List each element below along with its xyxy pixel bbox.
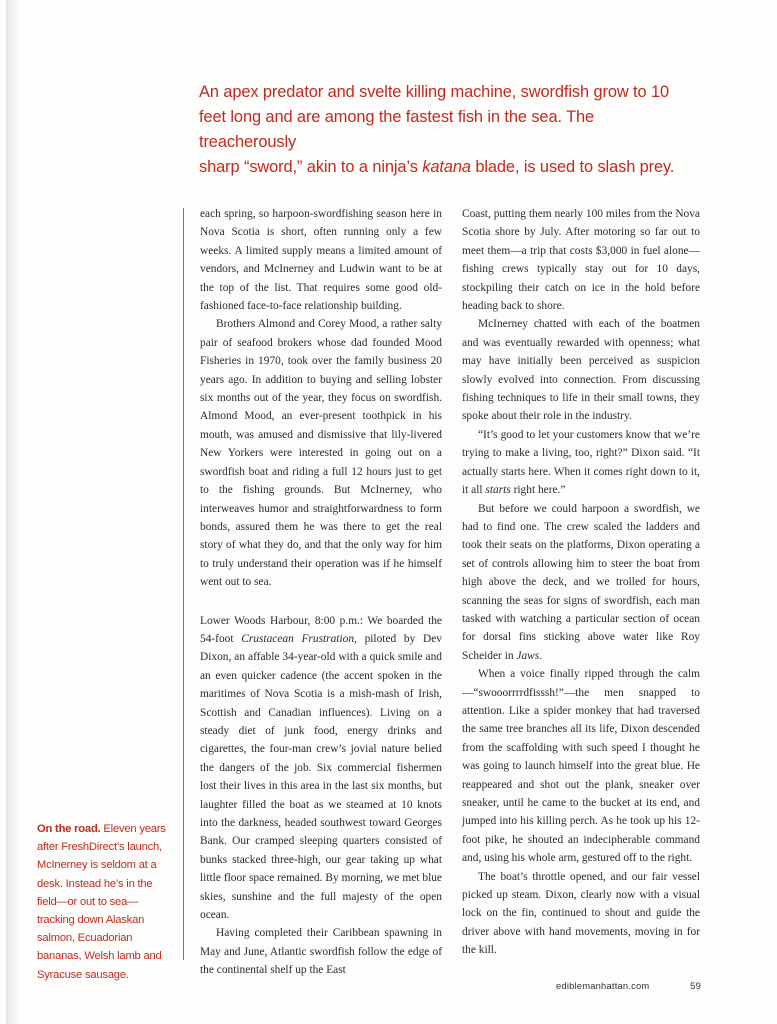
film-title: Jaws bbox=[516, 649, 540, 662]
sidebar-caption bbox=[37, 820, 167, 984]
paragraph-text: Lower Woods Harbour, 8:00 p.m.: We boarded the 54-foot bbox=[200, 614, 442, 645]
footer-site: ediblemanhattan.com bbox=[556, 980, 650, 991]
paragraph-text: “It’s good to let your customers know that we’re trying to make a living, too, right?” Dixon said. “It actually starts here. When it comes right down to it, it all bbox=[462, 428, 700, 497]
emphasis: starts bbox=[485, 484, 511, 497]
pull-quote-line bbox=[199, 155, 679, 180]
caption-divider bbox=[183, 208, 184, 960]
pull-quote-line: feet long and are among the fastest fish in the sea. The treacherously bbox=[199, 108, 595, 151]
paragraph: Coast, putting them nearly 100 miles from the Nova Scotia shore by July. After motoring so far out to meet them—a trip that costs $3,000 in fuel alone—fishing crews typically stay out for 10 days, stockpiling their catch on ice in the hold before heading back to shore. bbox=[462, 208, 700, 313]
article-column-right bbox=[462, 205, 700, 960]
pull-quote bbox=[199, 80, 679, 180]
paragraph: The boat’s throttle opened, and our fair vessel picked up steam. Dixon, clearly now with a visual lock on the fin, continued to shout and guide the driver above with hand movements, moving in for the kill. bbox=[462, 870, 700, 957]
paragraph: When a voice finally ripped through the calm—“swooorrrrdfisssh!”—the men snapped to attention. Like a spider monkey that had traversed the same tree branches all its life, Dixon descended from the scaffolding with such speed I thought he was going to launch himself into the great blue. He reappeared and shot out the plank, sneaker over sneaker, until he came to the bucket at its end, and jumped into his killing perch. As he took up his 12-foot pike, he shouted an indecipherable command and, using his whole arm, gestured off to the right. bbox=[462, 668, 700, 865]
article-column-left bbox=[200, 205, 442, 980]
paragraph: Brothers Almond and Corey Mood, a rather salty pair of seafood brokers whose dad founded Mood Fisheries in 1970, took over the family business 20 years ago. In addition to buying and selling lobster six months out of the year, they focus on swordfish. Almond Mood, an ever-present toothpick in his mouth, was amused and dismissive that lily-livered New Yorkers were interested in going out on a swordfish boat and riding a full 12 hours just to get to the fishing grounds. But McInerney, who interweaves humor and straightforwardness to form bonds, assured them he was there to get the real story of what they do, and that the only way for him to truly understand their operation was if he himself went out to sea. bbox=[200, 318, 442, 589]
page-gutter bbox=[6, 0, 20, 1024]
pull-quote-text: blade, is used to slash prey. bbox=[470, 158, 675, 176]
caption-body: Eleven years after FreshDirect’s launch, McInerney is seldom at a desk. Instead he’s in the field—or out to sea—tracking down Alaskan salmon, Ecuadorian bananas, Welsh lamb and Syracuse sausage. bbox=[37, 823, 166, 981]
paragraph bbox=[200, 612, 442, 925]
paragraph-text: right here.” bbox=[510, 484, 566, 497]
pull-quote-emphasis: katana bbox=[422, 158, 471, 176]
paragraph: each spring, so harpoon-swordfishing season here in Nova Scotia is short, often running only a few weeks. A limited supply means a limited amount of vendors, and McInerney and Ludwin want to be at the top of the list. That requires some good old-fashioned face-to-face relationship building. bbox=[200, 208, 442, 313]
caption-lead: On the road. bbox=[37, 823, 101, 835]
paragraph-text: But before we could harpoon a swordfish, we had to find one. The crew scaled the ladders and took their seats on the platforms, Dixon operating a set of controls allowing him to steer the boat from high above the deck, and we trolled for hours, scanning the seas for signs of swordfish, each man tasked with watching a particular section of ocean for dorsal fins sticking above water like Roy Scheider in bbox=[462, 502, 700, 662]
pull-quote-text: sharp “sword,” akin to a ninja’s bbox=[199, 158, 423, 176]
paragraph bbox=[462, 500, 700, 666]
pull-quote-line: An apex predator and svelte killing machine, swordfish grow to 10 bbox=[199, 83, 669, 101]
page-footer bbox=[556, 980, 701, 991]
page-number: 59 bbox=[690, 980, 701, 991]
paragraph: Having completed their Caribbean spawning in May and June, Atlantic swordfish follow the edge of the continental shelf up the East bbox=[200, 927, 442, 977]
paragraph-text: , piloted by Dev Dixon, an affable 34-year-old with a quick smile and an even quicker cadence (the accent spoken in the maritimes of Nova Scotia is a mish-mash of Irish, Scottish and Canadian influences). Living on a steady diet of junk food, energy drinks and cigarettes, the four-man crew’s jovial nature belied the dangers of the job. Six commercial fishermen lost their lives in this area in the last six months, but laughter filled the boat as we steamed at 10 knots into the darkness, headed southwest toward Georges Bank. Our cramped sleeping quarters consisted of bunks stacked three-high, our gear taking up what little floor space remained. By morning, we met blue skies, sunshine and the full majesty of the open ocean. bbox=[200, 632, 442, 922]
paragraph bbox=[462, 426, 700, 500]
paragraph: McInerney chatted with each of the boatmen and was eventually rewarded with openness; what may have initially been perceived as suspicion slowly evolved into connection. From discussing fishing techniques to life in their small towns, they spoke about their role in the industry. bbox=[462, 318, 700, 423]
paragraph-text: . bbox=[539, 649, 543, 662]
boat-name: Crustacean Frustration bbox=[241, 632, 355, 645]
